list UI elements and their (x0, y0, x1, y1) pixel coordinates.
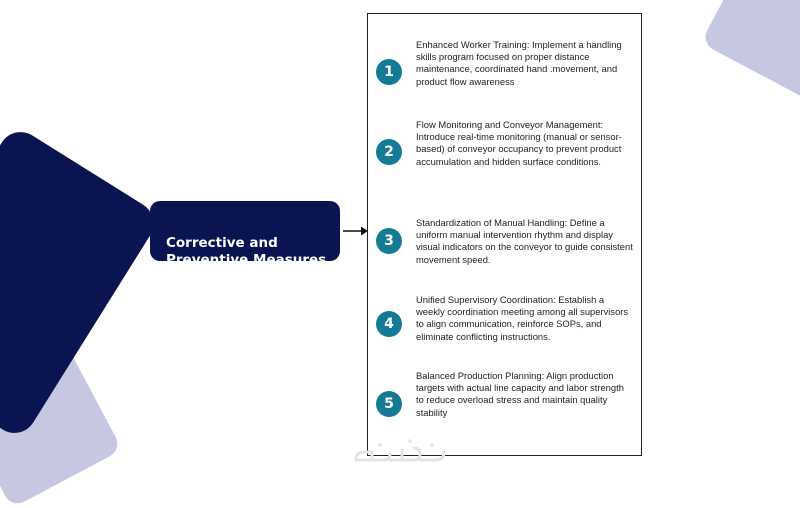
number-badge: 5 (376, 391, 402, 417)
corrective-preventive-label (150, 201, 340, 268)
number-badge: 1 (376, 59, 402, 85)
measures-list-panel (367, 13, 642, 456)
number-badge: 3 (376, 228, 402, 254)
item-text: Balanced Production Planning: Align production targets with actual line capacity and labor strength to reduce overload stress and maintain quality stability (416, 370, 624, 418)
arrow-right-icon (343, 225, 369, 237)
decorative-lavender-shape-top-right (701, 0, 800, 113)
number-badge: 2 (376, 139, 402, 165)
number-badge: 4 (376, 311, 402, 337)
item-text: Flow Monitoring and Conveyor Management: Introduce real-time monitoring (manual or sensor-based) of conveyor occupancy to prevent product accumulation and hidden surface conditions. (416, 119, 622, 167)
item-text: Unified Supervisory Coordination: Establish a weekly coordination meeting among all supervisors to align communication, reinforce SOPs, and eliminate conflicting instructions. (416, 294, 629, 342)
item-text: Standardization of Manual Handling: Define a uniform manual intervention rhythm and display visual indicators on the conveyor to guide consistent movement speed. (416, 217, 633, 265)
khamsat-logo-watermark-icon (350, 436, 450, 470)
item-text: Enhanced Worker Training: Implement a handling skills program focused on proper distance maintenance, coordinated hand .movement, and product flow awareness (416, 39, 622, 87)
label-text: Corrective and Preventive Measures (166, 235, 327, 268)
